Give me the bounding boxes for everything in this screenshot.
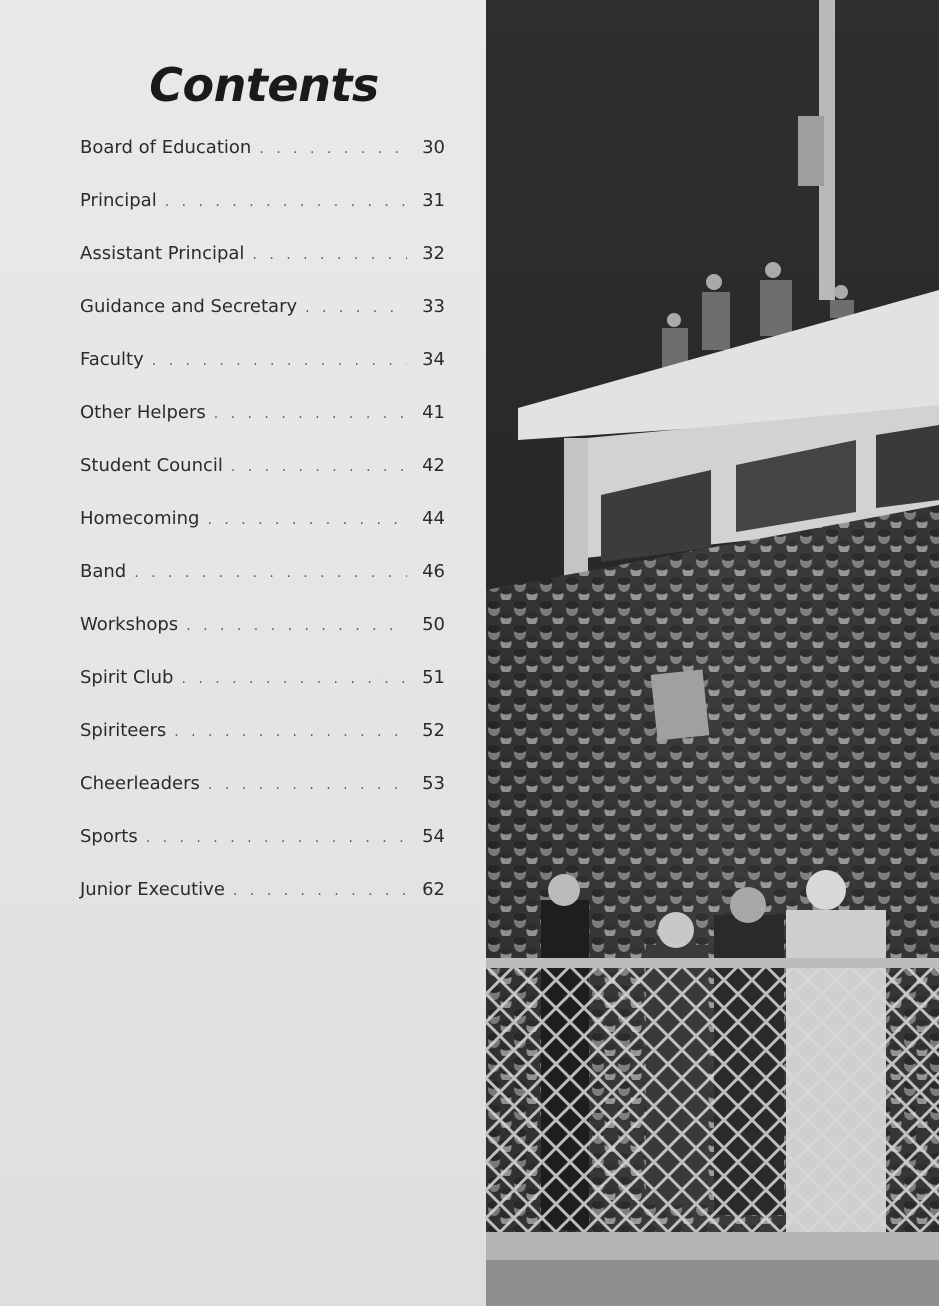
dot-leader — [146, 830, 407, 846]
toc-entry-page: 53 — [422, 773, 445, 794]
toc-entry-label: Homecoming — [80, 508, 200, 529]
toc-entry-label: Faculty — [80, 349, 144, 370]
toc-entry-junior-executive[interactable] — [80, 879, 445, 932]
toc-entry-label: Band — [80, 561, 127, 582]
toc-entry-guidance-and-secretary[interactable] — [80, 296, 445, 349]
stadium-crowd-photo — [486, 0, 939, 1306]
fence-rail — [486, 958, 939, 968]
toc-entry-page: 50 — [422, 614, 445, 635]
toc-entry-other-helpers[interactable] — [80, 402, 445, 455]
toc-entry-board-of-education[interactable] — [80, 137, 445, 190]
toc-entry-page: 34 — [422, 349, 445, 370]
toc-entry-assistant-principal[interactable] — [80, 243, 445, 296]
toc-entry-page: 52 — [422, 720, 445, 741]
toc-entry-principal[interactable] — [80, 190, 445, 243]
toc-entry-page: 44 — [422, 508, 445, 529]
toc-entry-spiriteers[interactable] — [80, 720, 445, 773]
press-box-window — [876, 425, 939, 508]
dot-leader — [305, 300, 407, 316]
toc-entry-label: Principal — [80, 190, 157, 211]
photo-illustration — [486, 0, 939, 1306]
dot-leader — [207, 512, 407, 528]
toc-entry-band[interactable] — [80, 561, 445, 614]
dot-leader — [259, 141, 407, 157]
dot-leader — [233, 883, 407, 899]
toc-entry-label: Guidance and Secretary — [80, 296, 298, 317]
toc-entry-faculty[interactable] — [80, 349, 445, 402]
toc-entry-page: 31 — [422, 190, 445, 211]
toc-entry-page: 51 — [422, 667, 445, 688]
dot-leader — [165, 194, 407, 210]
toc-entry-label: Cheerleaders — [80, 773, 200, 794]
toc-entry-label: Workshops — [80, 614, 179, 635]
toc-entry-page: 46 — [422, 561, 445, 582]
chain-link-fence — [486, 968, 939, 1258]
dot-leader — [252, 247, 407, 263]
toc-entry-page: 62 — [422, 879, 445, 900]
toc-entry-homecoming[interactable] — [80, 508, 445, 561]
toc-entry-workshops[interactable] — [80, 614, 445, 667]
toc-entry-cheerleaders[interactable] — [80, 773, 445, 826]
dot-leader — [181, 671, 407, 687]
toc-entry-sports[interactable] — [80, 826, 445, 879]
toc-entry-page: 54 — [422, 826, 445, 847]
toc-entry-label: Student Council — [80, 455, 223, 476]
dot-leader — [186, 618, 407, 634]
toc-entry-page: 41 — [422, 402, 445, 423]
crowd-sign — [651, 669, 710, 740]
dot-leader — [231, 459, 407, 475]
dot-leader — [214, 406, 407, 422]
toc-entry-page: 32 — [422, 243, 445, 264]
table-of-contents — [80, 137, 445, 932]
toc-entry-page: 42 — [422, 455, 445, 476]
dot-leader — [208, 777, 407, 793]
toc-entry-spirit-club[interactable] — [80, 667, 445, 720]
toc-entry-label: Junior Executive — [80, 879, 225, 900]
dot-leader — [152, 353, 407, 369]
toc-entry-label: Sports — [80, 826, 138, 847]
toc-entry-label: Board of Education — [80, 137, 252, 158]
toc-entry-label: Assistant Principal — [80, 243, 245, 264]
transformer — [798, 116, 824, 186]
toc-entry-label: Spiriteers — [80, 720, 167, 741]
toc-entry-label: Other Helpers — [80, 402, 206, 423]
toc-entry-student-council[interactable] — [80, 455, 445, 508]
toc-entry-page: 30 — [422, 137, 445, 158]
dot-leader — [174, 724, 407, 740]
page-title: Contents — [149, 58, 379, 112]
toc-entry-label: Spirit Club — [80, 667, 174, 688]
dot-leader — [134, 565, 407, 581]
toc-entry-page: 33 — [422, 296, 445, 317]
